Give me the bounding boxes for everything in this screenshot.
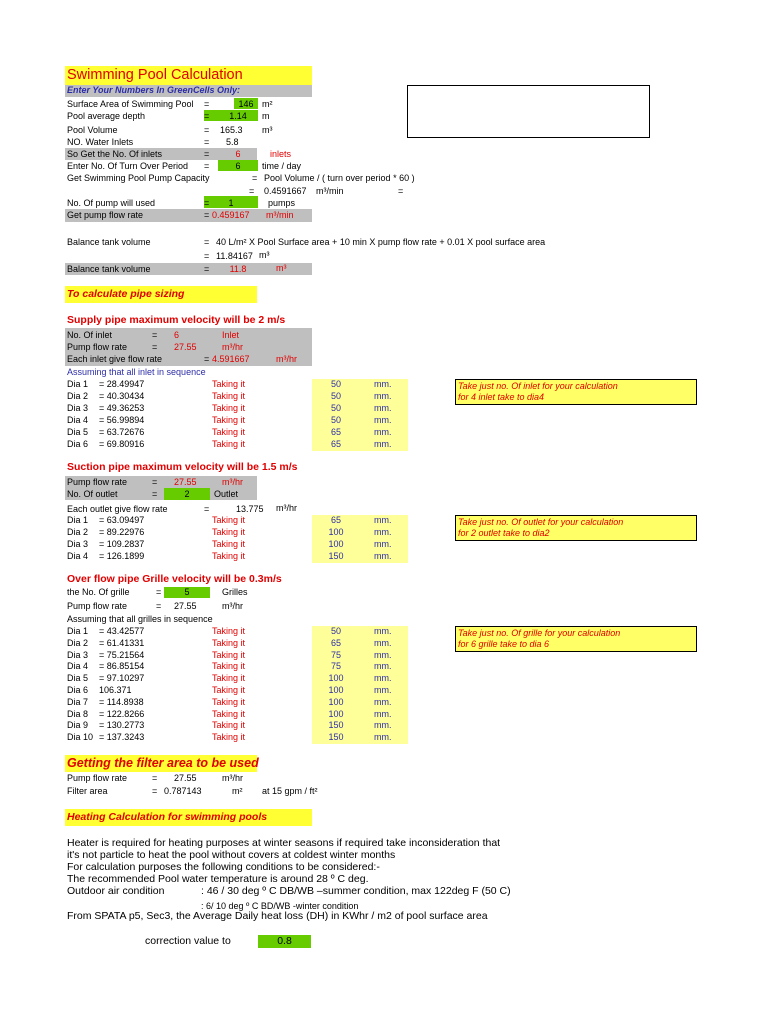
dia-unit: mm. bbox=[374, 403, 392, 413]
overflow-row-eq: = bbox=[156, 587, 162, 597]
dia-name: Dia 3 bbox=[67, 539, 89, 549]
suction-row-value: 27.55 bbox=[174, 477, 197, 487]
filter-row-label: Filter area bbox=[67, 786, 108, 796]
suction-row-eq: = bbox=[152, 477, 158, 487]
dia-calc: = 63.09497 bbox=[99, 515, 145, 525]
dia-mm: 50 bbox=[330, 415, 341, 425]
dia-mm: 65 bbox=[330, 515, 341, 525]
suction-each-value: 13.775 bbox=[236, 504, 264, 514]
dia-calc: = 56.99894 bbox=[99, 415, 145, 425]
dia-unit: mm. bbox=[374, 515, 392, 525]
pipe-sizing-heading: To calculate pipe sizing bbox=[67, 288, 185, 300]
dia-unit: mm. bbox=[374, 649, 392, 660]
correction-value: 0.8 bbox=[277, 935, 292, 947]
supply-row-label: Pump flow rate bbox=[67, 342, 128, 352]
dia-name: Dia 2 bbox=[67, 527, 89, 537]
supply-row-value: 4.591667 bbox=[212, 354, 250, 364]
row-eq: = bbox=[204, 125, 210, 135]
row-value: 1 bbox=[228, 198, 234, 208]
row-eq2: = bbox=[398, 186, 404, 196]
dia-mm: 50 bbox=[330, 403, 341, 413]
dia-mm: 100 bbox=[328, 673, 344, 684]
suction-row-eq: = bbox=[152, 489, 158, 499]
dia-unit: mm. bbox=[374, 720, 392, 731]
row-label: So Get the No. Of inlets bbox=[67, 149, 163, 159]
dia-calc: = 109.2837 bbox=[99, 539, 145, 549]
dia-taking: Taking it bbox=[212, 427, 246, 437]
filter-row-eq: = bbox=[152, 773, 158, 783]
dia-unit: mm. bbox=[374, 696, 392, 707]
row-eq: = bbox=[204, 198, 210, 208]
suction-note bbox=[455, 515, 697, 541]
dia-mm: 65 bbox=[330, 439, 341, 449]
empty-box bbox=[407, 85, 650, 138]
overflow-row-label: Pump flow rate bbox=[67, 601, 128, 611]
dia-taking: Taking it bbox=[212, 732, 246, 743]
suction-each-eq: = bbox=[204, 504, 210, 514]
row-value: 0.4591667 bbox=[264, 186, 307, 196]
dia-taking: Taking it bbox=[212, 391, 246, 401]
dia-unit: mm. bbox=[374, 708, 392, 719]
row-value: Pool Volume / ( turn over period * 60 ) bbox=[264, 173, 415, 183]
balance-label: Balance tank volume bbox=[67, 237, 151, 247]
suction-row-unit: m³/hr bbox=[222, 477, 243, 487]
row-value: 146 bbox=[238, 99, 254, 109]
dia-mm: 100 bbox=[328, 708, 344, 719]
supply-row-unit: m³/hr bbox=[276, 354, 297, 364]
dia-mm: 100 bbox=[328, 527, 344, 537]
row-unit: pumps bbox=[268, 198, 296, 208]
dia-mm: 65 bbox=[330, 637, 341, 648]
balance-value: 11.84167 bbox=[216, 251, 253, 261]
supply-row-eq: = bbox=[204, 354, 210, 364]
dia-calc: = 86.85154 bbox=[99, 661, 145, 672]
dia-taking: Taking it bbox=[212, 720, 246, 731]
heating-line: The recommended Pool water temperature is around 28 º C deg. bbox=[67, 873, 369, 885]
row-eq: = bbox=[204, 210, 210, 220]
balance-final-eq: = bbox=[204, 264, 210, 274]
balance-eq2: = bbox=[204, 251, 210, 261]
dia-calc: = 114.8938 bbox=[99, 696, 144, 707]
filter-row-unit: m³/hr bbox=[222, 773, 243, 783]
dia-calc: = 97.10297 bbox=[99, 673, 145, 684]
row-unit: m³/min bbox=[316, 186, 344, 196]
row-eq: = bbox=[204, 111, 210, 121]
dia-calc: = 61.41331 bbox=[99, 637, 145, 648]
row-label: No. Of pump will used bbox=[67, 198, 156, 208]
dia-calc: = 49.36253 bbox=[99, 403, 145, 413]
row-value: 0.459167 bbox=[212, 210, 250, 220]
suction-each-unit: m³/hr bbox=[276, 503, 297, 513]
row-value: 165.3 bbox=[220, 125, 243, 135]
supply-row-unit: Inlet bbox=[222, 330, 240, 340]
dia-taking: Taking it bbox=[212, 649, 246, 660]
dia-name: Dia 6 bbox=[67, 685, 89, 695]
supply-assume: Assuming that all inlet in sequence bbox=[67, 367, 206, 377]
dia-calc: 106.371 bbox=[99, 685, 132, 695]
suction-each-label: Each outlet give flow rate bbox=[67, 504, 168, 514]
dia-unit: mm. bbox=[374, 673, 392, 684]
dia-unit: mm. bbox=[374, 379, 392, 389]
dia-mm: 65 bbox=[330, 427, 341, 437]
dia-mm: 75 bbox=[330, 661, 341, 672]
balance-final-label: Balance tank volume bbox=[67, 264, 151, 274]
dia-name: Dia 1 bbox=[67, 626, 89, 636]
supply-row-value: 27.55 bbox=[174, 342, 197, 352]
dia-mm: 50 bbox=[330, 626, 341, 636]
filter-row-value: 27.55 bbox=[174, 773, 197, 783]
supply-row-eq: = bbox=[152, 330, 158, 340]
supply-row-value: 6 bbox=[174, 330, 180, 340]
filter-heading: Getting the filter area to be used bbox=[67, 756, 259, 770]
dia-calc: = 69.80916 bbox=[99, 439, 145, 449]
dia-taking: Taking it bbox=[212, 551, 246, 561]
dia-unit: mm. bbox=[374, 391, 392, 401]
dia-taking: Taking it bbox=[212, 515, 246, 525]
suction-row-label: Pump flow rate bbox=[67, 477, 128, 487]
balance-formula: 40 L/m² X Pool Surface area + 10 min X pump flow rate + 0.01 X pool surface area bbox=[216, 237, 546, 247]
overflow-row-label: the No. Of grille bbox=[67, 587, 130, 597]
row-unit: m bbox=[262, 111, 270, 121]
dia-calc: = 137.3243 bbox=[99, 732, 145, 743]
row-unit: time / day bbox=[262, 161, 302, 171]
dia-name: Dia 1 bbox=[67, 379, 89, 389]
dia-name: Dia 2 bbox=[67, 391, 89, 401]
overflow-note-line2: for 6 grille take to dia 6 bbox=[458, 639, 550, 649]
supply-note-line2: for 4 inlet take to dia4 bbox=[458, 392, 545, 402]
dia-taking: Taking it bbox=[212, 403, 246, 413]
dia-calc: = 63.72676 bbox=[99, 427, 145, 437]
dia-taking: Taking it bbox=[212, 696, 246, 707]
row-eq: = bbox=[204, 149, 210, 159]
row-label: Get Swimming Pool Pump Capacity bbox=[67, 173, 210, 183]
supply-note bbox=[455, 379, 697, 405]
dia-name: Dia 5 bbox=[67, 673, 89, 684]
filter-row-value: 0.787143 bbox=[164, 786, 202, 796]
dia-mm: 150 bbox=[328, 551, 344, 561]
dia-unit: mm. bbox=[374, 685, 392, 695]
dia-taking: Taking it bbox=[212, 673, 246, 684]
dia-unit: mm. bbox=[374, 539, 392, 549]
dia-unit: mm. bbox=[374, 527, 392, 537]
outdoor-value: : 46 / 30 deg º C DB/WB –summer condition, max 122deg F (50 C) bbox=[201, 885, 511, 897]
dia-name: Dia 9 bbox=[67, 720, 89, 731]
row-unit: m² bbox=[262, 99, 273, 109]
supply-row-unit: m³/hr bbox=[222, 342, 243, 352]
suction-row-unit: Outlet bbox=[214, 489, 239, 499]
row-value: 5.8 bbox=[226, 137, 239, 147]
dia-name: Dia 4 bbox=[67, 415, 89, 425]
row-eq: = bbox=[204, 161, 210, 171]
row-eq: = bbox=[204, 137, 210, 147]
winter-condition: : 6/ 10 deg º C BD/WB -winter condition bbox=[201, 901, 359, 911]
dia-taking: Taking it bbox=[212, 527, 246, 537]
row-unit: m³/min bbox=[266, 210, 294, 220]
supply-row-label: No. Of inlet bbox=[67, 330, 113, 340]
dia-unit: mm. bbox=[374, 732, 392, 743]
spata-text: From SPATA p5, Sec3, the Average Daily heat loss (DH) in KWhr / m2 of pool surface area bbox=[67, 910, 488, 922]
dia-unit: mm. bbox=[374, 626, 392, 636]
balance-eq: = bbox=[204, 237, 210, 247]
filter-row-extra: at 15 gpm / ft² bbox=[262, 786, 318, 796]
dia-unit: mm. bbox=[374, 637, 392, 648]
row-value: 6 bbox=[235, 149, 241, 159]
row-value: 6 bbox=[235, 161, 241, 171]
heating-heading: Heating Calculation for swimming pools bbox=[67, 811, 268, 823]
suction-heading: Suction pipe maximum velocity will be 1.5 m/s bbox=[67, 461, 298, 473]
overflow-note-line1: Take just no. Of grille for your calculation bbox=[458, 628, 621, 638]
dia-name: Dia 2 bbox=[67, 637, 89, 648]
row-label: Pool average depth bbox=[67, 111, 146, 121]
filter-row-eq: = bbox=[152, 786, 158, 796]
dia-name: Dia 7 bbox=[67, 696, 89, 707]
dia-unit: mm. bbox=[374, 415, 392, 425]
dia-mm: 150 bbox=[328, 720, 344, 731]
overflow-row-value: 27.55 bbox=[174, 601, 197, 611]
dia-name: Dia 10 bbox=[67, 732, 94, 743]
heating-line: it's not particle to heat the pool without covers at coldest winter months bbox=[67, 849, 396, 861]
dia-name: Dia 6 bbox=[67, 439, 89, 449]
dia-unit: mm. bbox=[374, 661, 392, 672]
dia-unit: mm. bbox=[374, 427, 392, 437]
dia-calc: = 75.21564 bbox=[99, 649, 145, 660]
page-title: Swimming Pool Calculation bbox=[67, 67, 243, 83]
overflow-row-eq: = bbox=[156, 601, 162, 611]
instruction-text: Enter Your Numbers In GreenCells Only: bbox=[67, 85, 241, 95]
dia-name: Dia 4 bbox=[67, 551, 89, 561]
heating-line: For calculation purposes the following conditions to be considered:- bbox=[67, 861, 380, 873]
dia-taking: Taking it bbox=[212, 685, 246, 695]
overflow-row-unit: Grilles bbox=[222, 587, 248, 597]
suction-note-line1: Take just no. Of outlet for your calculation bbox=[458, 517, 624, 527]
row-eq: = bbox=[249, 186, 255, 196]
balance-unit: m³ bbox=[259, 250, 270, 260]
dia-calc: = 122.8266 bbox=[99, 708, 145, 719]
overflow-assume: Assuming that all grilles in sequence bbox=[67, 614, 213, 624]
dia-unit: mm. bbox=[374, 439, 392, 449]
outdoor-label: Outdoor air condition bbox=[67, 885, 165, 897]
dia-name: Dia 3 bbox=[67, 403, 89, 413]
dia-mm: 150 bbox=[328, 732, 344, 743]
balance-final-value: 11.8 bbox=[229, 264, 247, 274]
filter-row-unit: m² bbox=[232, 786, 243, 796]
supply-note-line1: Take just no. Of inlet for your calculation bbox=[458, 381, 618, 391]
suction-row-label: No. Of outlet bbox=[67, 489, 118, 499]
row-label: Pool Volume bbox=[67, 125, 118, 135]
dia-mm: 100 bbox=[328, 685, 344, 695]
supply-heading: Supply pipe maximum velocity will be 2 m/s bbox=[67, 314, 286, 326]
overflow-row-unit: m³/hr bbox=[222, 601, 243, 611]
dia-name: Dia 4 bbox=[67, 661, 89, 672]
dia-name: Dia 3 bbox=[67, 649, 89, 660]
heating-line: Heater is required for heating purposes at winter seasons if required take inconsideration that bbox=[67, 837, 501, 849]
balance-final-unit: m³ bbox=[276, 263, 287, 273]
dia-unit: mm. bbox=[374, 551, 392, 561]
overflow-note bbox=[455, 626, 697, 652]
row-unit: inlets bbox=[270, 149, 292, 159]
dia-name: Dia 8 bbox=[67, 708, 89, 719]
dia-taking: Taking it bbox=[212, 539, 246, 549]
dia-calc: = 43.42577 bbox=[99, 626, 145, 636]
dia-name: Dia 1 bbox=[67, 515, 89, 525]
dia-name: Dia 5 bbox=[67, 427, 89, 437]
dia-taking: Taking it bbox=[212, 439, 246, 449]
dia-taking: Taking it bbox=[212, 379, 246, 389]
dia-taking: Taking it bbox=[212, 708, 246, 719]
row-value: 1.14 bbox=[229, 111, 247, 121]
dia-calc: = 130.2773 bbox=[99, 720, 145, 731]
dia-mm: 100 bbox=[328, 539, 344, 549]
dia-mm: 50 bbox=[330, 379, 341, 389]
row-unit: m³ bbox=[262, 125, 273, 135]
dia-mm: 50 bbox=[330, 391, 341, 401]
row-label: Surface Area of Swimming Pool bbox=[67, 99, 194, 109]
supply-row-eq: = bbox=[152, 342, 158, 352]
dia-calc: = 28.49947 bbox=[99, 379, 145, 389]
dia-calc: = 89.22976 bbox=[99, 527, 145, 537]
overflow-heading: Over flow pipe Grille velocity will be 0.3m/s bbox=[67, 573, 282, 585]
row-label: Enter No. Of Turn Over Period bbox=[67, 161, 189, 171]
row-eq: = bbox=[204, 99, 210, 109]
filter-row-label: Pump flow rate bbox=[67, 773, 128, 783]
suction-note-line2: for 2 outlet take to dia2 bbox=[458, 528, 550, 538]
dia-mm: 100 bbox=[328, 696, 344, 707]
correction-label: correction value to bbox=[145, 935, 231, 947]
row-label: NO. Water Inlets bbox=[67, 137, 134, 147]
dia-calc: = 126.1899 bbox=[99, 551, 145, 561]
dia-taking: Taking it bbox=[212, 626, 246, 636]
suction-row-value: 2 bbox=[184, 489, 190, 499]
dia-mm: 75 bbox=[330, 649, 341, 660]
dia-taking: Taking it bbox=[212, 637, 246, 648]
row-label: Get pump flow rate bbox=[67, 210, 144, 220]
dia-taking: Taking it bbox=[212, 415, 246, 425]
supply-row-label: Each inlet give flow rate bbox=[67, 354, 163, 364]
dia-taking: Taking it bbox=[212, 661, 246, 672]
dia-calc: = 40.30434 bbox=[99, 391, 145, 401]
row-eq: = bbox=[252, 173, 258, 183]
overflow-row-value: 5 bbox=[184, 587, 190, 597]
